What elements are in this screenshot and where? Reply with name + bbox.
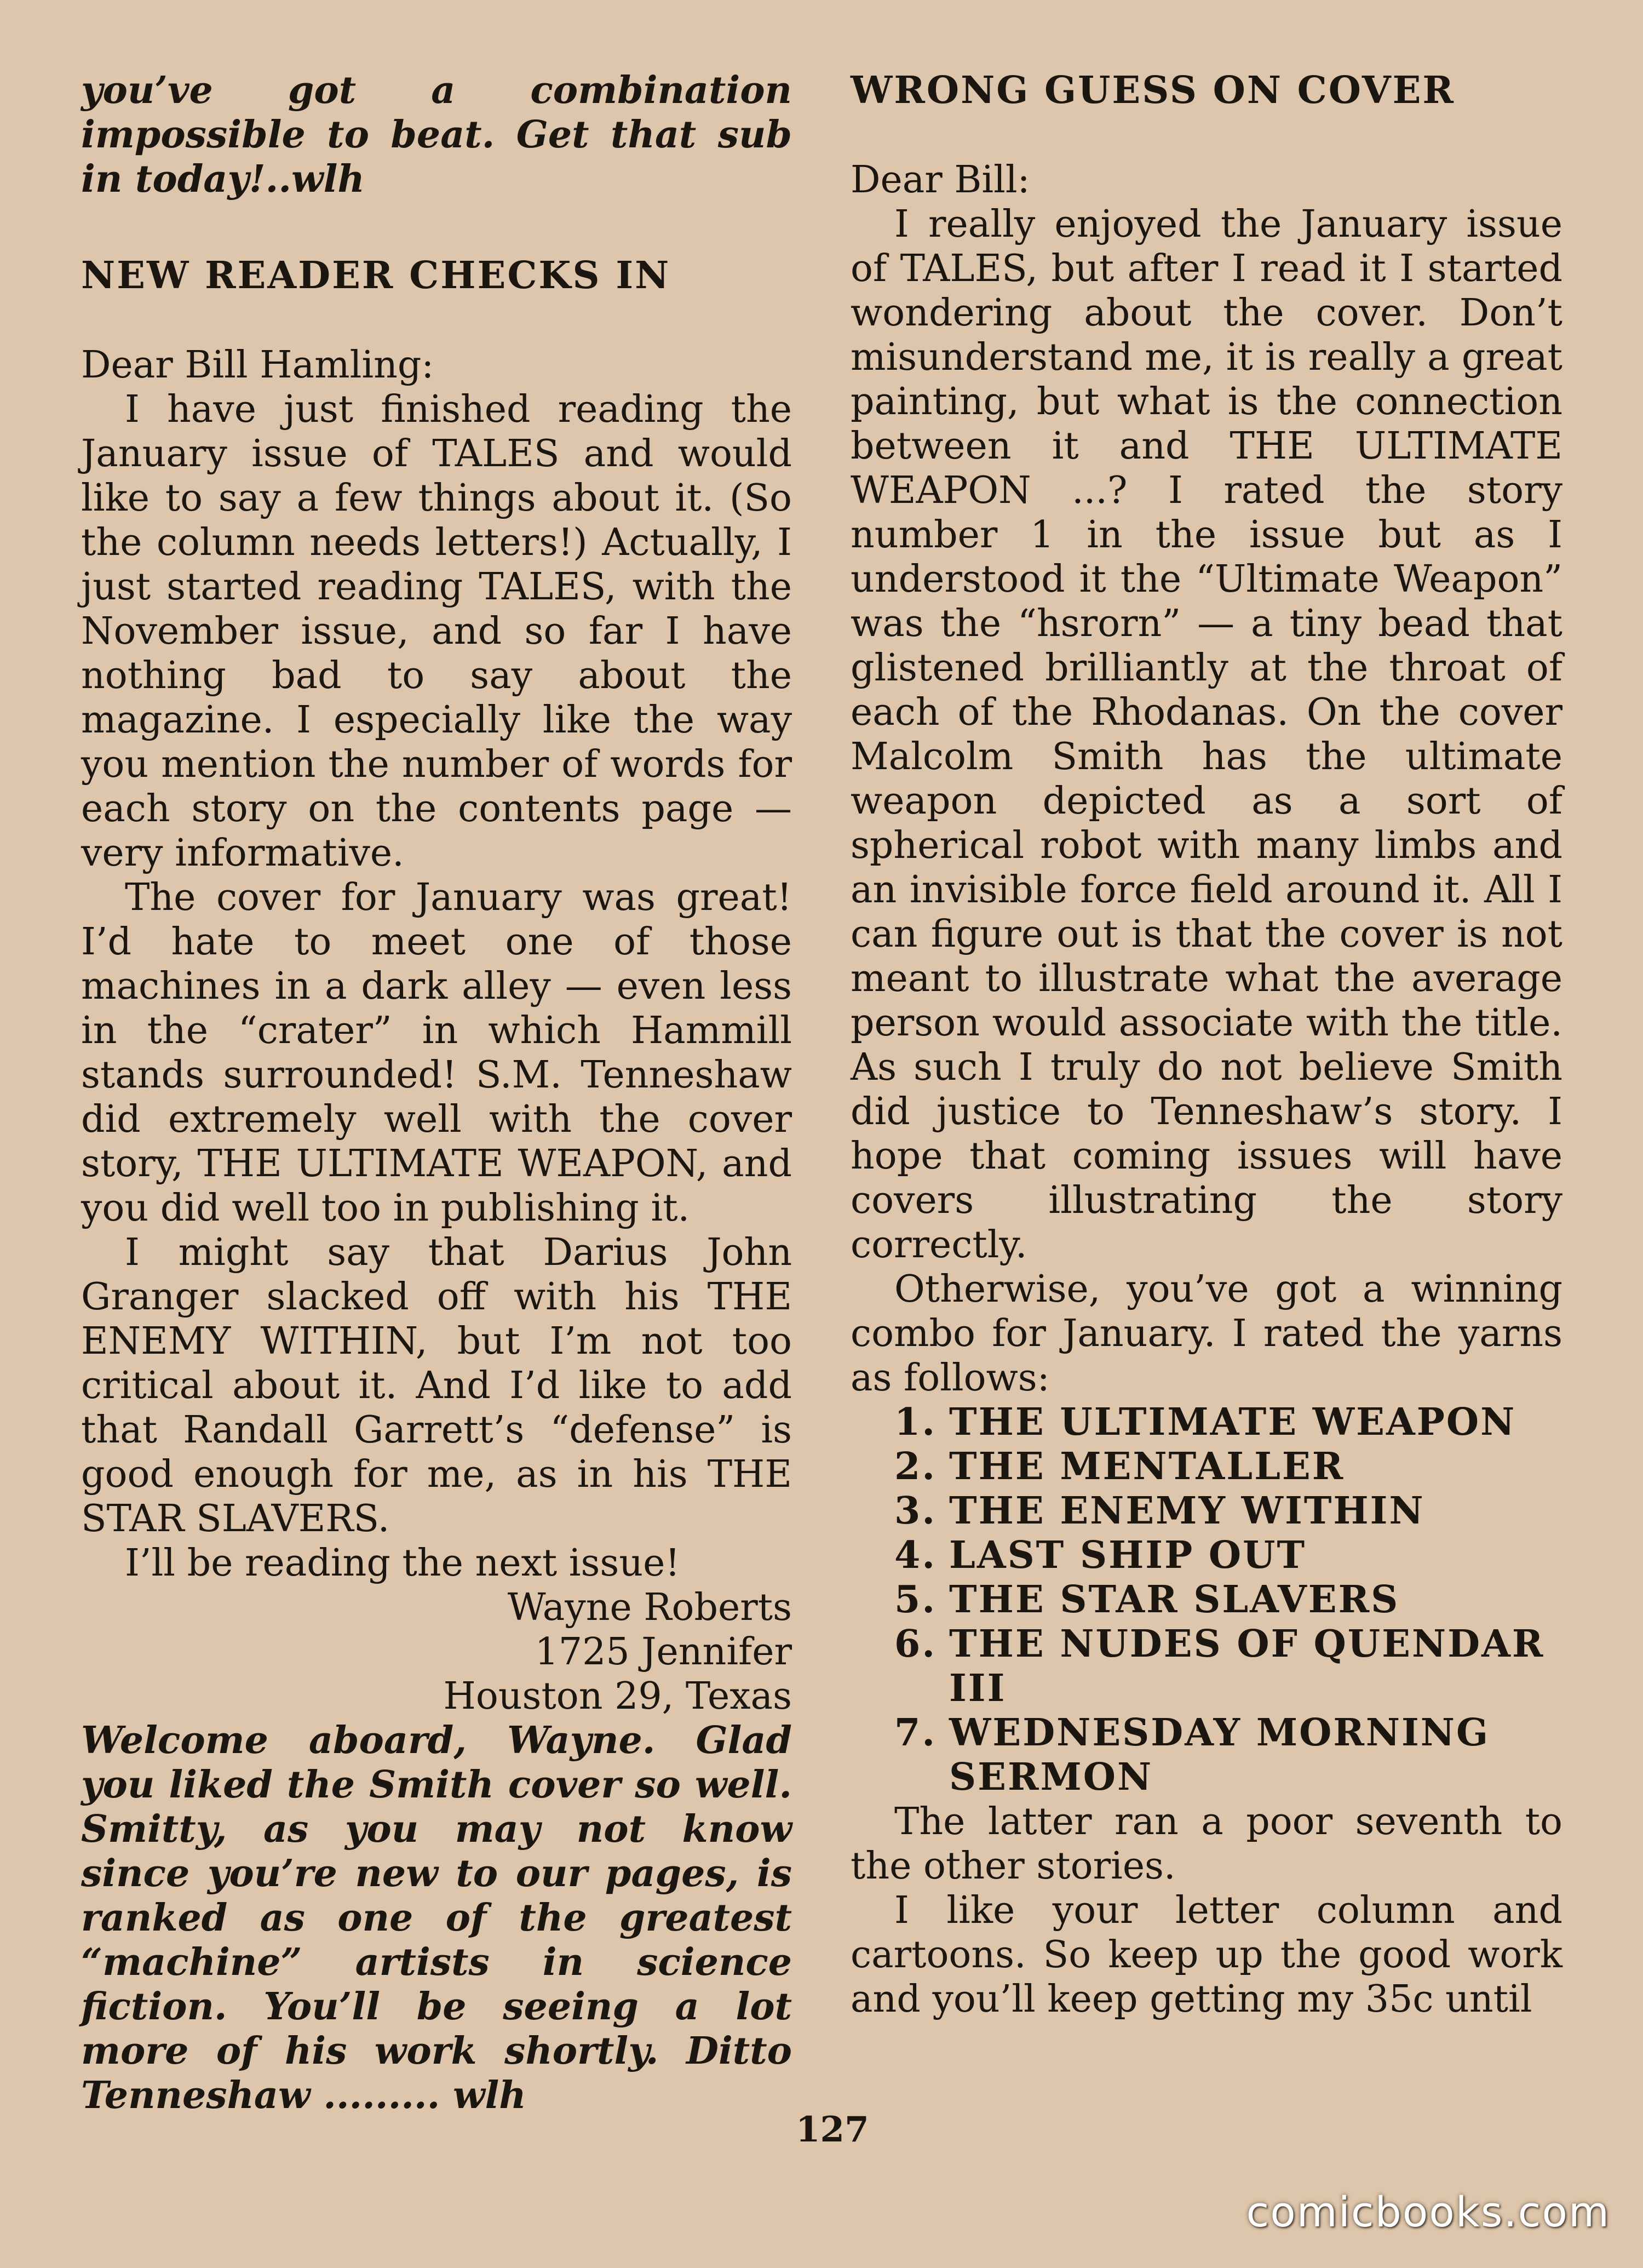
editor-reply: Welcome aboard, Wayne. Glad you liked the Smith cover so well. Smitty, as you may not know since you’re new to our pages, is ranked as one of the greatest “machine” artists in science fiction. You’ll be seeing a lot more of his work shortly. Ditto Tenneshaw ......... wlh — [81, 1719, 792, 2117]
letter-salutation: Dear Bill: — [851, 158, 1030, 202]
letter-paragraph: I really enjoyed the January issue of TALES, but after I read it I started wondering about the cover. Don’t misunderstand me, it is really a great painting, but what is the connection between it and THE ULTIMATE WEAPON ...? I rated the story number 1 in the issue but as I understood it the “Ultimate Weapon” was the “hsrorn” — a tiny bead that glistened brilliantly at the throat of each of the Rhodanas. On the cover Malcolm Smith has the ultimate weapon depicted as a sort of spherical robot with many limbs and an invisible force field around it. All I can figure out is that the cover is not meant to illustrate what the average person would associate with the title. As such I truly do not believe Smith did justice to Tenneshaw’s story. I hope that coming issues will have covers illustrating the story correctly. — [851, 203, 1562, 1267]
list-item: 4. LAST SHIP OUT — [894, 1533, 1307, 1577]
list-item: 3. THE ENEMY WITHIN — [894, 1489, 1425, 1533]
letter-paragraph: I might say that Darius John Granger slacked off with his THE ENEMY WITHIN, but I’m not too critical about it. And I’d like to add that Randall Garrett’s “defense” is good enough for me, as in his THE STAR SLAVERS. — [81, 1231, 792, 1540]
story-ratings-list — [851, 1400, 1562, 1800]
site-watermark: comicbooks.com — [1246, 2187, 1610, 2236]
letter-paragraph: The cover for January was great! I’d hate to meet one of those machines in a dark alley — even less in the “crater” in which Hammill stands surrounded! S.M. Tenneshaw did extremely well with the cover story, THE ULTIMATE WEAPON, and you did well too in publishing it. — [81, 876, 792, 1230]
letter-paragraph: Otherwise, you’ve got a winning combo for January. I rated the yarns as follows: — [851, 1268, 1562, 1400]
letter-paragraph: I have just finished reading the January issue of TALES and would like to say a few things about it. (So the column needs letters!) Actually, I just started reading TALES, with the November issue, and so far I have nothing bad to say about the magazine. I especially like the way you mention the number of words for each story on the contents page — very informative. — [81, 388, 792, 875]
list-item: 7. WEDNESDAY MORNING SERMON — [894, 1711, 1490, 1799]
letter-salutation: Dear Bill Hamling: — [81, 343, 434, 387]
letter-paragraph: I’ll be reading the next issue! — [125, 1542, 680, 1585]
letter-heading-wrong-guess: WRONG GUESS ON COVER — [851, 68, 1455, 112]
editor-closing-note: you’ve got a combination impossible to beat. Get that sub in today!..wlh — [81, 68, 792, 201]
letter-paragraph: I like your letter column and cartoons. So keep up the good work and you’ll keep getting my 35c until — [851, 1889, 1562, 2021]
letter-heading-new-reader: NEW READER CHECKS IN — [81, 254, 671, 297]
signature-city: Houston 29, Texas — [443, 1675, 792, 1718]
letter-paragraph: The latter ran a poor seventh to the other stories. — [851, 1800, 1562, 1888]
list-item: 1. THE ULTIMATE WEAPON — [894, 1400, 1516, 1444]
list-item: 5. THE STAR SLAVERS — [894, 1578, 1400, 1622]
signature-street: 1725 Jennifer — [535, 1630, 792, 1674]
page-number: 127 — [796, 2109, 869, 2150]
left-column — [81, 68, 792, 2118]
list-item: 6. THE NUDES OF QUENDAR III — [894, 1622, 1545, 1710]
signature-name: Wayne Roberts — [507, 1586, 792, 1629]
list-item: 2. THE MENTALLER — [894, 1445, 1345, 1488]
right-column — [851, 68, 1562, 2021]
